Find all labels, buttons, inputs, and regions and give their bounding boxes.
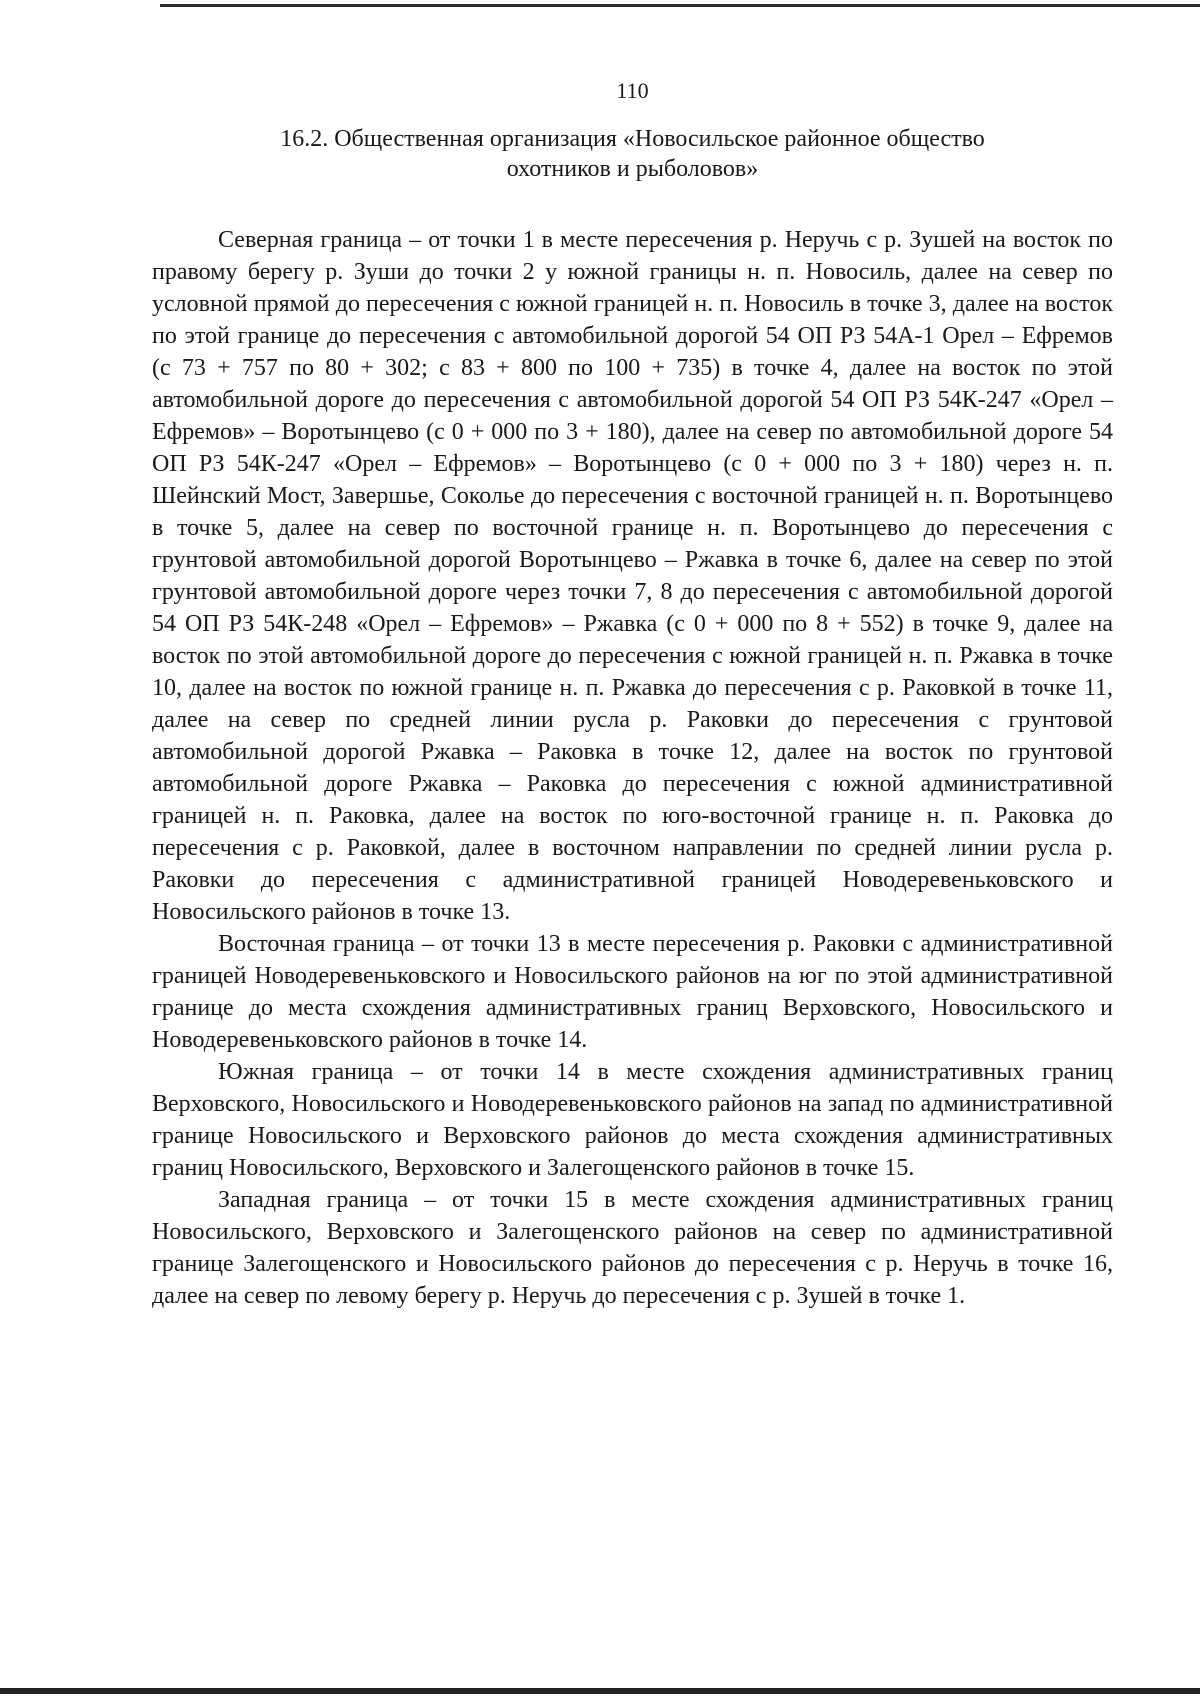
- south-boundary-paragraph: Южная граница – от точки 14 в месте схождения административных границ Верховского, Новосильского и Новодеревеньковского районов на запад по административной границе Новосильского и Верховского районов до места схождения административных границ Новосильского, Верховского и Залегощенского районов в точке 15.: [152, 1059, 1113, 1181]
- document-page: [152, 76, 1113, 1312]
- scan-edge-bottom: [0, 1688, 1200, 1694]
- section-title-line-1: 16.2. Общественная организация «Новосильское районное общество: [280, 126, 985, 152]
- page-number: 110: [616, 78, 649, 103]
- section-title: [152, 124, 1113, 184]
- west-boundary-paragraph: Западная граница – от точки 15 в месте схождения административных границ Новосильского, Верховского и Залегощенского районов на север по административной границе Залегощенского и Новосильского районов до пересечения с р. Неручь в точке 16, далее на север по левому берегу р. Неручь до пересечения с р. Зушей в точке 1.: [152, 1187, 1113, 1309]
- east-boundary-paragraph: Восточная граница – от точки 13 в месте пересечения р. Раковки с административной границей Новодеревеньковского и Новосильского районов на юг по этой административной границе до места схождения административных границ Верховского, Новосильского и Новодеревеньковского районов в точке 14.: [152, 931, 1113, 1053]
- section-title-line-2: охотников и рыболовов»: [506, 156, 759, 182]
- scan-edge-top: [160, 4, 1200, 7]
- north-boundary-paragraph: Северная граница – от точки 1 в месте пересечения р. Неручь с р. Зушей на восток по правому берегу р. Зуши до точки 2 у южной границы н. п. Новосиль, далее на север по условной прямой до пересечения с южной границей н. п. Новосиль в точке 3, далее на восток по этой границе до пересечения с автомобильной дорогой 54 ОП РЗ 54А-1 Орел – Ефремов (с 73 + 757 по 80 + 302; с 83 + 800 по 100 + 735) в точке 4, далее на восток по этой автомобильной дороге до пересечения с автомобильной дорогой 54 ОП РЗ 54К-247 «Орел – Ефремов» – Воротынцево (с 0 + 000 по 3 + 180), далее на север по автомобильной дороге 54 ОП РЗ 54К-247 «Орел – Ефремов» – Воротынцево (с 0 + 000 по 3 + 180) через н. п. Шейнский Мост, Завершье, Соколье до пересечения с восточной границей н. п. Воротынцево в точке 5, далее на север по восточной границе н. п. Воротынцево до пересечения с грунтовой автомобильной дорогой Воротынцево – Ржавка в точке 6, далее на север по этой грунтовой автомобильной дороге через точки 7, 8 до пересечения с автомобильной дорогой 54 ОП РЗ 54К-248 «Орел – Ефремов» – Ржавка (с 0 + 000 по 8 + 552) в точке 9, далее на восток по этой автомобильной дороге до пересечения с южной границей н. п. Ржавка в точке 10, далее на восток по южной границе н. п. Ржавка до пересечения с р. Раковкой в точке 11, далее на север по средней линии русла р. Раковки до пересечения с грунтовой автомобильной дорогой Ржавка – Раковка в точке 12, далее на восток по грунтовой автомобильной дороге Ржавка – Раковка до пересечения с южной административной границей н. п. Раковка, далее на восток по юго-восточной границе н. п. Раковка до пересечения с р. Раковкой, далее в восточном направлении по средней линии русла р. Раковки до пересечения с административной границей Новодеревеньковского и Новосильского районов в точке 13.: [152, 227, 1113, 925]
